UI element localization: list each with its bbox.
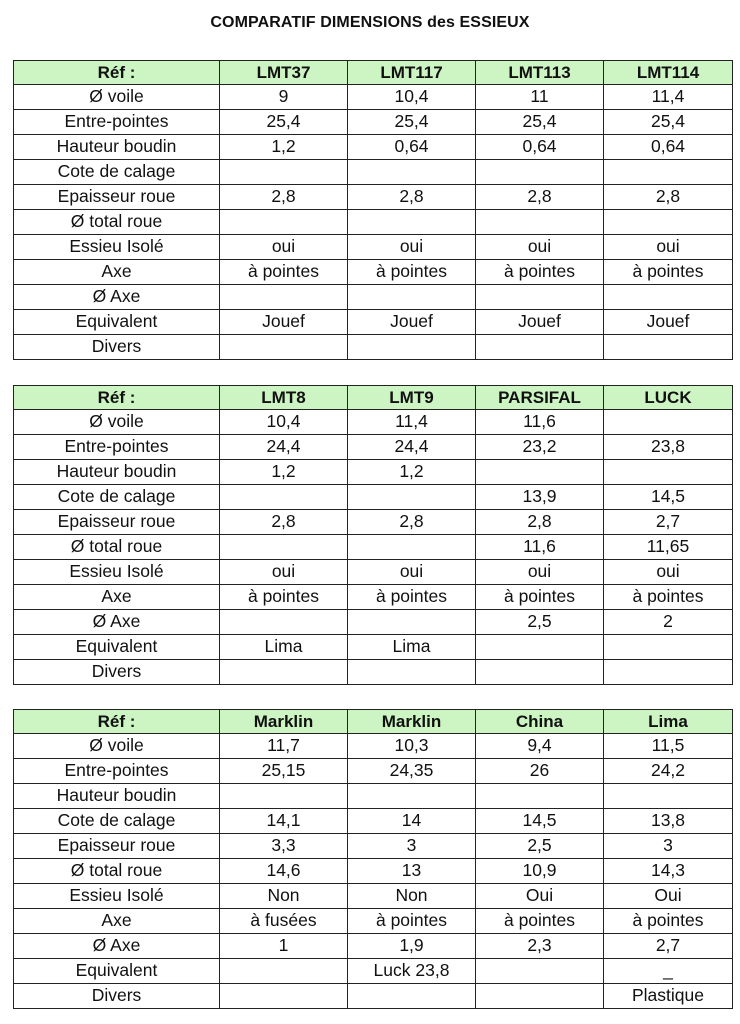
table-cell — [220, 959, 348, 984]
row-label: Entre-pointes — [14, 110, 220, 135]
table-cell: 25,15 — [220, 759, 348, 784]
row-label: Epaisseur roue — [14, 185, 220, 210]
table-cell: 23,2 — [476, 435, 604, 460]
row-label: Ø voile — [14, 410, 220, 435]
table-cell — [476, 210, 604, 235]
table-row — [14, 235, 733, 260]
table-cell: à pointes — [348, 909, 476, 934]
row-label: Cote de calage — [14, 160, 220, 185]
table-cell — [220, 285, 348, 310]
table-row — [14, 984, 733, 1009]
table-cell: Jouef — [476, 310, 604, 335]
table-cell: Jouef — [348, 310, 476, 335]
row-label: Epaisseur roue — [14, 510, 220, 535]
table-cell — [220, 660, 348, 685]
table-cell — [476, 285, 604, 310]
table-cell: oui — [476, 235, 604, 260]
table-row — [14, 585, 733, 610]
table-cell: 0,64 — [604, 135, 733, 160]
row-label: Divers — [14, 660, 220, 685]
column-header: LMT8 — [220, 386, 348, 410]
table-cell: 13,9 — [476, 485, 604, 510]
table-cell: 0,64 — [348, 135, 476, 160]
row-label: Hauteur boudin — [14, 784, 220, 809]
table-cell: 2,8 — [220, 185, 348, 210]
table-cell: 2,3 — [476, 934, 604, 959]
table-row — [14, 909, 733, 934]
table-cell: 10,9 — [476, 859, 604, 884]
table-cell — [604, 460, 733, 485]
table-cell: 1,2 — [220, 460, 348, 485]
table-cell: 14,5 — [604, 485, 733, 510]
header-row — [14, 710, 733, 734]
table-cell — [604, 285, 733, 310]
table-cell — [604, 784, 733, 809]
row-label: Ø total roue — [14, 535, 220, 560]
row-label: Epaisseur roue — [14, 834, 220, 859]
table-row — [14, 660, 733, 685]
table-cell: oui — [348, 560, 476, 585]
table-cell: 26 — [476, 759, 604, 784]
column-header: Réf : — [14, 386, 220, 410]
table-cell — [604, 635, 733, 660]
column-header: LMT113 — [476, 61, 604, 85]
table-row — [14, 410, 733, 435]
table-cell: Non — [220, 884, 348, 909]
table-cell: 10,3 — [348, 734, 476, 759]
table-cell: à pointes — [348, 585, 476, 610]
page-title: COMPARATIF DIMENSIONS des ESSIEUX — [210, 14, 530, 31]
table-cell: 2,8 — [348, 510, 476, 535]
table-cell: oui — [476, 560, 604, 585]
table-row — [14, 535, 733, 560]
table-cell: 11,65 — [604, 535, 733, 560]
table-cell: 14,5 — [476, 809, 604, 834]
table-cell: 1 — [220, 934, 348, 959]
table-row — [14, 185, 733, 210]
table-cell: 2,8 — [604, 185, 733, 210]
table-cell: 2,5 — [476, 610, 604, 635]
column-header: Marklin — [220, 710, 348, 734]
table-cell: Jouef — [604, 310, 733, 335]
table-row — [14, 959, 733, 984]
table-cell — [476, 460, 604, 485]
row-label: Axe — [14, 260, 220, 285]
table-row — [14, 834, 733, 859]
table-cell: Oui — [604, 884, 733, 909]
table-cell — [476, 335, 604, 360]
table-row — [14, 560, 733, 585]
row-label: Ø total roue — [14, 859, 220, 884]
table-cell: 2,8 — [220, 510, 348, 535]
table-cell: 11,6 — [476, 410, 604, 435]
table-cell — [604, 160, 733, 185]
table-cell: 2,8 — [476, 510, 604, 535]
table-cell: 2 — [604, 610, 733, 635]
table-cell: à pointes — [476, 909, 604, 934]
table-cell: 14,6 — [220, 859, 348, 884]
table-cell: 1,2 — [348, 460, 476, 485]
table-cell: 13,8 — [604, 809, 733, 834]
table-cell: 9 — [220, 85, 348, 110]
table-cell: 9,4 — [476, 734, 604, 759]
table-row — [14, 210, 733, 235]
row-label: Equivalent — [14, 635, 220, 660]
table-cell — [348, 485, 476, 510]
table-row — [14, 734, 733, 759]
column-header: Lima — [604, 710, 733, 734]
table-cell — [348, 660, 476, 685]
table-cell: 14 — [348, 809, 476, 834]
table-row — [14, 85, 733, 110]
table-row — [14, 759, 733, 784]
table-cell: 0,64 — [476, 135, 604, 160]
table-cell: 11,7 — [220, 734, 348, 759]
table-cell — [476, 160, 604, 185]
table-row — [14, 859, 733, 884]
table-cell: à pointes — [476, 260, 604, 285]
table-cell — [348, 210, 476, 235]
table-row — [14, 435, 733, 460]
table-cell — [348, 610, 476, 635]
column-header: Réf : — [14, 710, 220, 734]
table-cell: oui — [604, 560, 733, 585]
row-label: Axe — [14, 585, 220, 610]
table-cell — [348, 535, 476, 560]
row-label: Ø voile — [14, 734, 220, 759]
column-header: China — [476, 710, 604, 734]
table-cell: 2,7 — [604, 934, 733, 959]
table-cell: 2,7 — [604, 510, 733, 535]
table-cell — [348, 285, 476, 310]
table-cell — [604, 660, 733, 685]
table-cell — [220, 784, 348, 809]
table-cell: 3 — [348, 834, 476, 859]
table-cell: Oui — [476, 884, 604, 909]
table-cell — [348, 784, 476, 809]
table-cell: 25,4 — [348, 110, 476, 135]
table-row — [14, 335, 733, 360]
table-cell: 13 — [348, 859, 476, 884]
table-cell: à fusées — [220, 909, 348, 934]
row-label: Cote de calage — [14, 485, 220, 510]
table-cell — [476, 784, 604, 809]
row-label: Ø Axe — [14, 934, 220, 959]
row-label: Hauteur boudin — [14, 135, 220, 160]
row-label: Cote de calage — [14, 809, 220, 834]
table-row — [14, 160, 733, 185]
table-cell: 2,5 — [476, 834, 604, 859]
column-header: LMT9 — [348, 386, 476, 410]
table-row — [14, 510, 733, 535]
table-cell: 3,3 — [220, 834, 348, 859]
table-row — [14, 635, 733, 660]
table-cell: 2,8 — [476, 185, 604, 210]
table-cell — [476, 984, 604, 1009]
header-row — [14, 386, 733, 410]
table-row — [14, 260, 733, 285]
table-cell: à pointes — [348, 260, 476, 285]
table-row — [14, 809, 733, 834]
table-cell — [220, 335, 348, 360]
row-label: Ø Axe — [14, 610, 220, 635]
table-cell: à pointes — [220, 585, 348, 610]
table-row — [14, 285, 733, 310]
table-row — [14, 934, 733, 959]
column-header: LMT117 — [348, 61, 476, 85]
row-label: Entre-pointes — [14, 759, 220, 784]
table-cell: à pointes — [604, 260, 733, 285]
row-label: Ø total roue — [14, 210, 220, 235]
table-cell: 1,9 — [348, 934, 476, 959]
table-row — [14, 485, 733, 510]
table-cell — [348, 160, 476, 185]
table-cell: à pointes — [220, 260, 348, 285]
table-cell: à pointes — [604, 909, 733, 934]
table-cell — [220, 610, 348, 635]
table-cell: 3 — [604, 834, 733, 859]
table-cell: 23,8 — [604, 435, 733, 460]
table-cell — [220, 535, 348, 560]
table-cell — [220, 210, 348, 235]
table-cell — [604, 410, 733, 435]
table-cell: 24,4 — [220, 435, 348, 460]
column-header: LUCK — [604, 386, 733, 410]
table-cell: _ — [604, 959, 733, 984]
row-label: Ø voile — [14, 85, 220, 110]
table-cell: Lima — [220, 635, 348, 660]
table-cell — [476, 959, 604, 984]
table-cell: 11,6 — [476, 535, 604, 560]
table-row — [14, 784, 733, 809]
axle-table-1 — [13, 60, 733, 360]
column-header: Marklin — [348, 710, 476, 734]
table-cell: 10,4 — [348, 85, 476, 110]
table-cell: 14,1 — [220, 809, 348, 834]
table-cell: 11 — [476, 85, 604, 110]
table-cell: 25,4 — [604, 110, 733, 135]
table-row — [14, 310, 733, 335]
table-cell — [348, 984, 476, 1009]
axle-table-3 — [13, 709, 733, 1009]
row-label: Axe — [14, 909, 220, 934]
table-row — [14, 135, 733, 160]
row-label: Equivalent — [14, 959, 220, 984]
row-label: Essieu Isolé — [14, 884, 220, 909]
table-row — [14, 110, 733, 135]
table-cell: Non — [348, 884, 476, 909]
table-cell: Plastique — [604, 984, 733, 1009]
table-cell — [476, 660, 604, 685]
table-cell: 24,2 — [604, 759, 733, 784]
row-label: Essieu Isolé — [14, 235, 220, 260]
row-label: Divers — [14, 335, 220, 360]
table-cell: oui — [604, 235, 733, 260]
row-label: Hauteur boudin — [14, 460, 220, 485]
axle-table-2 — [13, 385, 733, 685]
table-cell: 2,8 — [348, 185, 476, 210]
row-label: Essieu Isolé — [14, 560, 220, 585]
column-header: LMT114 — [604, 61, 733, 85]
table-cell — [220, 984, 348, 1009]
table-row — [14, 884, 733, 909]
table-cell — [604, 210, 733, 235]
table-row — [14, 460, 733, 485]
table-cell: 1,2 — [220, 135, 348, 160]
table-cell: 25,4 — [220, 110, 348, 135]
column-header: LMT37 — [220, 61, 348, 85]
row-label: Divers — [14, 984, 220, 1009]
table-cell: oui — [348, 235, 476, 260]
table-cell — [348, 335, 476, 360]
table-cell: 11,4 — [348, 410, 476, 435]
table-cell: 11,5 — [604, 734, 733, 759]
table-cell: 11,4 — [604, 85, 733, 110]
header-row — [14, 61, 733, 85]
table-cell — [604, 335, 733, 360]
table-cell: à pointes — [476, 585, 604, 610]
column-header: PARSIFAL — [476, 386, 604, 410]
row-label: Entre-pointes — [14, 435, 220, 460]
table-cell — [220, 160, 348, 185]
table-cell: Luck 23,8 — [348, 959, 476, 984]
table-row — [14, 610, 733, 635]
table-cell: à pointes — [604, 585, 733, 610]
row-label: Ø Axe — [14, 285, 220, 310]
table-cell: 14,3 — [604, 859, 733, 884]
table-cell: 24,4 — [348, 435, 476, 460]
column-header: Réf : — [14, 61, 220, 85]
table-cell: Lima — [348, 635, 476, 660]
table-cell — [476, 635, 604, 660]
table-cell: 24,35 — [348, 759, 476, 784]
table-cell: 10,4 — [220, 410, 348, 435]
table-cell: oui — [220, 235, 348, 260]
table-cell — [220, 485, 348, 510]
table-cell: Jouef — [220, 310, 348, 335]
table-cell: oui — [220, 560, 348, 585]
row-label: Equivalent — [14, 310, 220, 335]
table-cell: 25,4 — [476, 110, 604, 135]
